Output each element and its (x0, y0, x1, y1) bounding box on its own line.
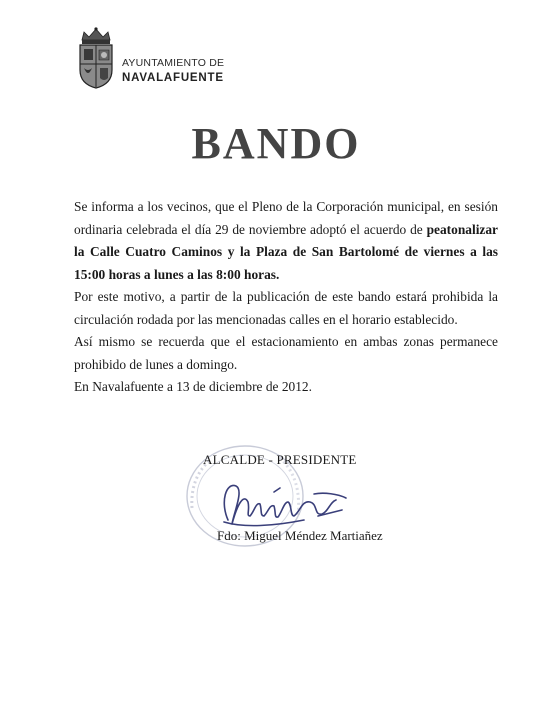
coat-of-arms-icon (76, 26, 116, 90)
org-name-line2: NAVALAFUENTE (122, 72, 224, 84)
signatory-title: ALCALDE - PRESIDENTE (203, 452, 357, 467)
announcement-text: Se informa a los vecinos, que el Pleno de la Corporación municipal, en sesión ordinaria celebrada el día 29 de noviembre adoptó el acuerdo de (74, 199, 498, 237)
document-title: BANDO (191, 119, 361, 168)
paragraph-restriction: Por este motivo, a partir de la publicación de este bando estará prohibida la circulación rodada por las mencionadas calles en el horario establecido. (74, 289, 498, 327)
handwritten-signature (214, 472, 354, 532)
document-body (74, 196, 498, 399)
letterhead (76, 26, 276, 90)
org-name-line1: AYUNTAMIENTO DE (122, 57, 225, 69)
paragraph-parking: Así mismo se recuerda que el estacionamiento en ambas zonas permanece prohibido de lunes a domingo. (74, 334, 498, 372)
announcement-bold-text: peatonalizar la Calle Cuatro Caminos y la Plaza de San Bartolomé de viernes a las 15:00 horas a lunes a las 8:00 horas. (74, 221, 498, 282)
paragraph-announcement (74, 196, 498, 286)
place-and-date: En Navalafuente a 13 de diciembre de 2012. (74, 379, 312, 394)
signatory-name: Fdo: Miguel Méndez Martiañez (217, 528, 383, 543)
